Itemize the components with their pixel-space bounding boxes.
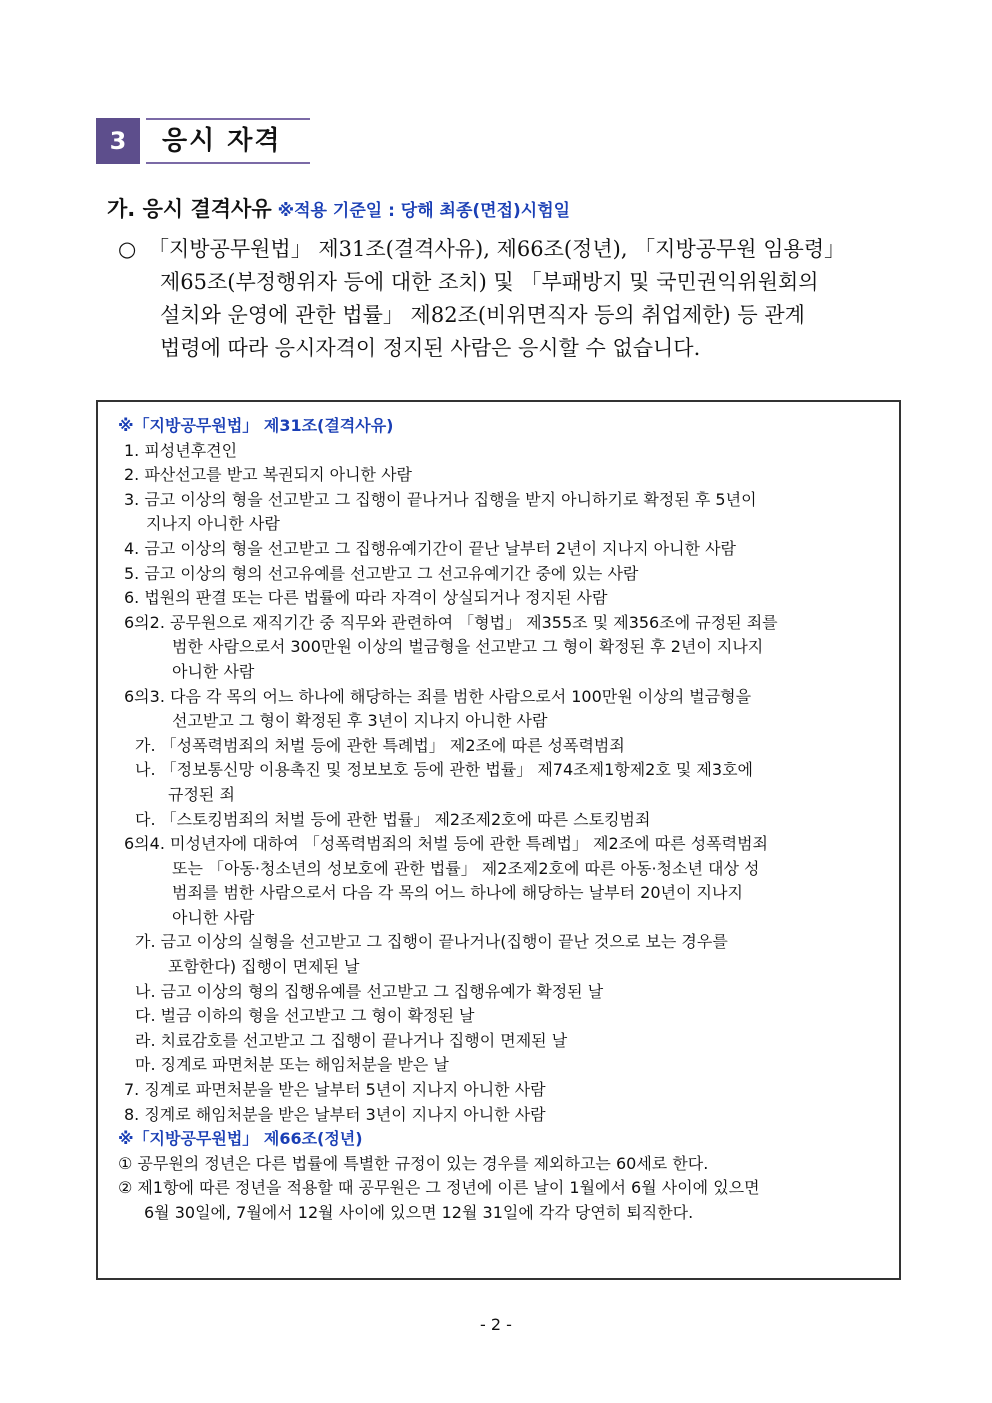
list-item: 8. 징계로 해임처분을 받은 날부터 3년이 지나지 아니한 사람 [124, 1104, 546, 1124]
page-number: - 2 - [480, 1315, 512, 1334]
list-item: 가. 「성폭력범죄의 처벌 등에 관한 특례법」 제2조에 따른 성폭력범죄 [135, 735, 625, 755]
list-item: 6월 30일에, 7월에서 12월 사이에 있으면 12월 31일에 각각 당연히 퇴직한다. [144, 1203, 694, 1222]
list-item: 또는 「아동·청소년의 성보호에 관한 법률」 제2조제2호에 따른 아동·청소년 대상 성 [172, 858, 760, 878]
bullet-circle-icon: ○ [118, 237, 137, 261]
list-item: 마. 징계로 파면처분 또는 해임처분을 받은 날 [135, 1055, 449, 1075]
intro-line: 법령에 따라 응시자격이 정지된 사람은 응시할 수 없습니다. [160, 336, 701, 360]
box-heading-article31: ※「지방공무원법」 제31조(결격사유) [118, 416, 394, 435]
list-item: 7. 징계로 파면처분을 받은 날부터 5년이 지나지 아니한 사람 [124, 1080, 546, 1100]
list-item: 나. 「정보통신망 이용촉진 및 정보보호 등에 관한 법률」 제74조제1항제2호 및 제3호에 [135, 760, 753, 780]
list-item: 6의4. 미성년자에 대하여 「성폭력범죄의 처벌 등에 관한 특례법」 제2조에 따른 성폭력범죄 [124, 834, 768, 854]
list-item: 6의2. 공무원으로 재직기간 중 직무와 관련하여 「형법」 제355조 및 제356조에 규정된 죄를 [124, 612, 778, 632]
legal-reference-box [96, 400, 901, 1280]
list-item: 라. 치료감호를 선고받고 그 집행이 끝나거나 집행이 면제된 날 [135, 1030, 568, 1050]
intro-line: 설치와 운영에 관한 법률」 제82조(비위면직자 등의 취업제한) 등 관계 [160, 303, 805, 327]
intro-line: ○ 「지방공무원법」 제31조(결격사유), 제66조(정년), 「지방공무원 임용령」 [118, 233, 898, 266]
section-title: 응시 자격 [146, 118, 310, 164]
list-item: 다. 벌금 이하의 형을 선고받고 그 형이 확정된 날 [135, 1006, 475, 1026]
list-item: 2. 파산선고를 받고 복권되지 아니한 사람 [124, 465, 412, 485]
list-item: 나. 금고 이상의 형의 집행유예를 선고받고 그 집행유예가 확정된 날 [135, 981, 604, 1001]
list-item: 범한 사람으로서 300만원 이상의 벌금형을 선고받고 그 형이 확정된 후 2년이 지나지 [172, 637, 764, 657]
list-item: 4. 금고 이상의 형을 선고받고 그 집행유예기간이 끝난 날부터 2년이 지나지 아니한 사람 [124, 538, 736, 558]
subsection-heading [107, 193, 570, 223]
section-header [96, 118, 310, 164]
intro-line: 제65조(부정행위자 등에 대한 조치) 및 「부패방지 및 국민권익위원회의 [160, 270, 819, 294]
list-item: 아니한 사람 [172, 661, 255, 681]
list-item: 범죄를 범한 사람으로서 다음 각 목의 어느 하나에 해당하는 날부터 20년이 지나지 [172, 883, 743, 903]
list-item: 포함한다) 집행이 면제된 날 [168, 957, 360, 977]
list-item: 다. 「스토킹범죄의 처벌 등에 관한 법률」 제2조제2호에 따른 스토킹범죄 [135, 809, 651, 829]
list-item: 1. 피성년후견인 [124, 440, 238, 460]
list-item: 규정된 죄 [168, 784, 235, 804]
subsection-note: ※적용 기준일 : 당해 최종(면접)시험일 [277, 201, 571, 221]
list-item: 가. 금고 이상의 실형을 선고받고 그 집행이 끝나거나(집행이 끝난 것으로 보는 경우를 [135, 932, 728, 952]
list-item: ② 제1항에 따른 정년을 적용할 때 공무원은 그 정년에 이른 날이 1월에서 6월 사이에 있으면 [118, 1178, 760, 1198]
list-item: 6의3. 다음 각 목의 어느 하나에 해당하는 죄를 범한 사람으로서 100만원 이상의 벌금형을 [124, 686, 752, 706]
subsection-title: 가. 응시 결격사유 [107, 197, 272, 221]
list-item: 지나지 아니한 사람 [146, 514, 280, 534]
intro-paragraph [118, 233, 898, 365]
list-item: 3. 금고 이상의 형을 선고받고 그 집행이 끝나거나 집행을 받지 아니하기로 확정된 후 5년이 [124, 489, 757, 509]
list-item: ① 공무원의 정년은 다른 법률에 특별한 규정이 있는 경우를 제외하고는 60세로 한다. [118, 1153, 709, 1173]
box-heading-article66: ※「지방공무원법」 제66조(정년) [118, 1129, 363, 1149]
list-item: 6. 법원의 판결 또는 다른 법률에 따라 자격이 상실되거나 정지된 사람 [124, 588, 608, 608]
section-number: 3 [96, 118, 140, 164]
list-item: 선고받고 그 형이 확정된 후 3년이 지나지 아니한 사람 [172, 711, 548, 731]
list-item: 5. 금고 이상의 형의 선고유예를 선고받고 그 선고유예기간 중에 있는 사람 [124, 563, 639, 583]
list-item: 아니한 사람 [172, 907, 255, 927]
